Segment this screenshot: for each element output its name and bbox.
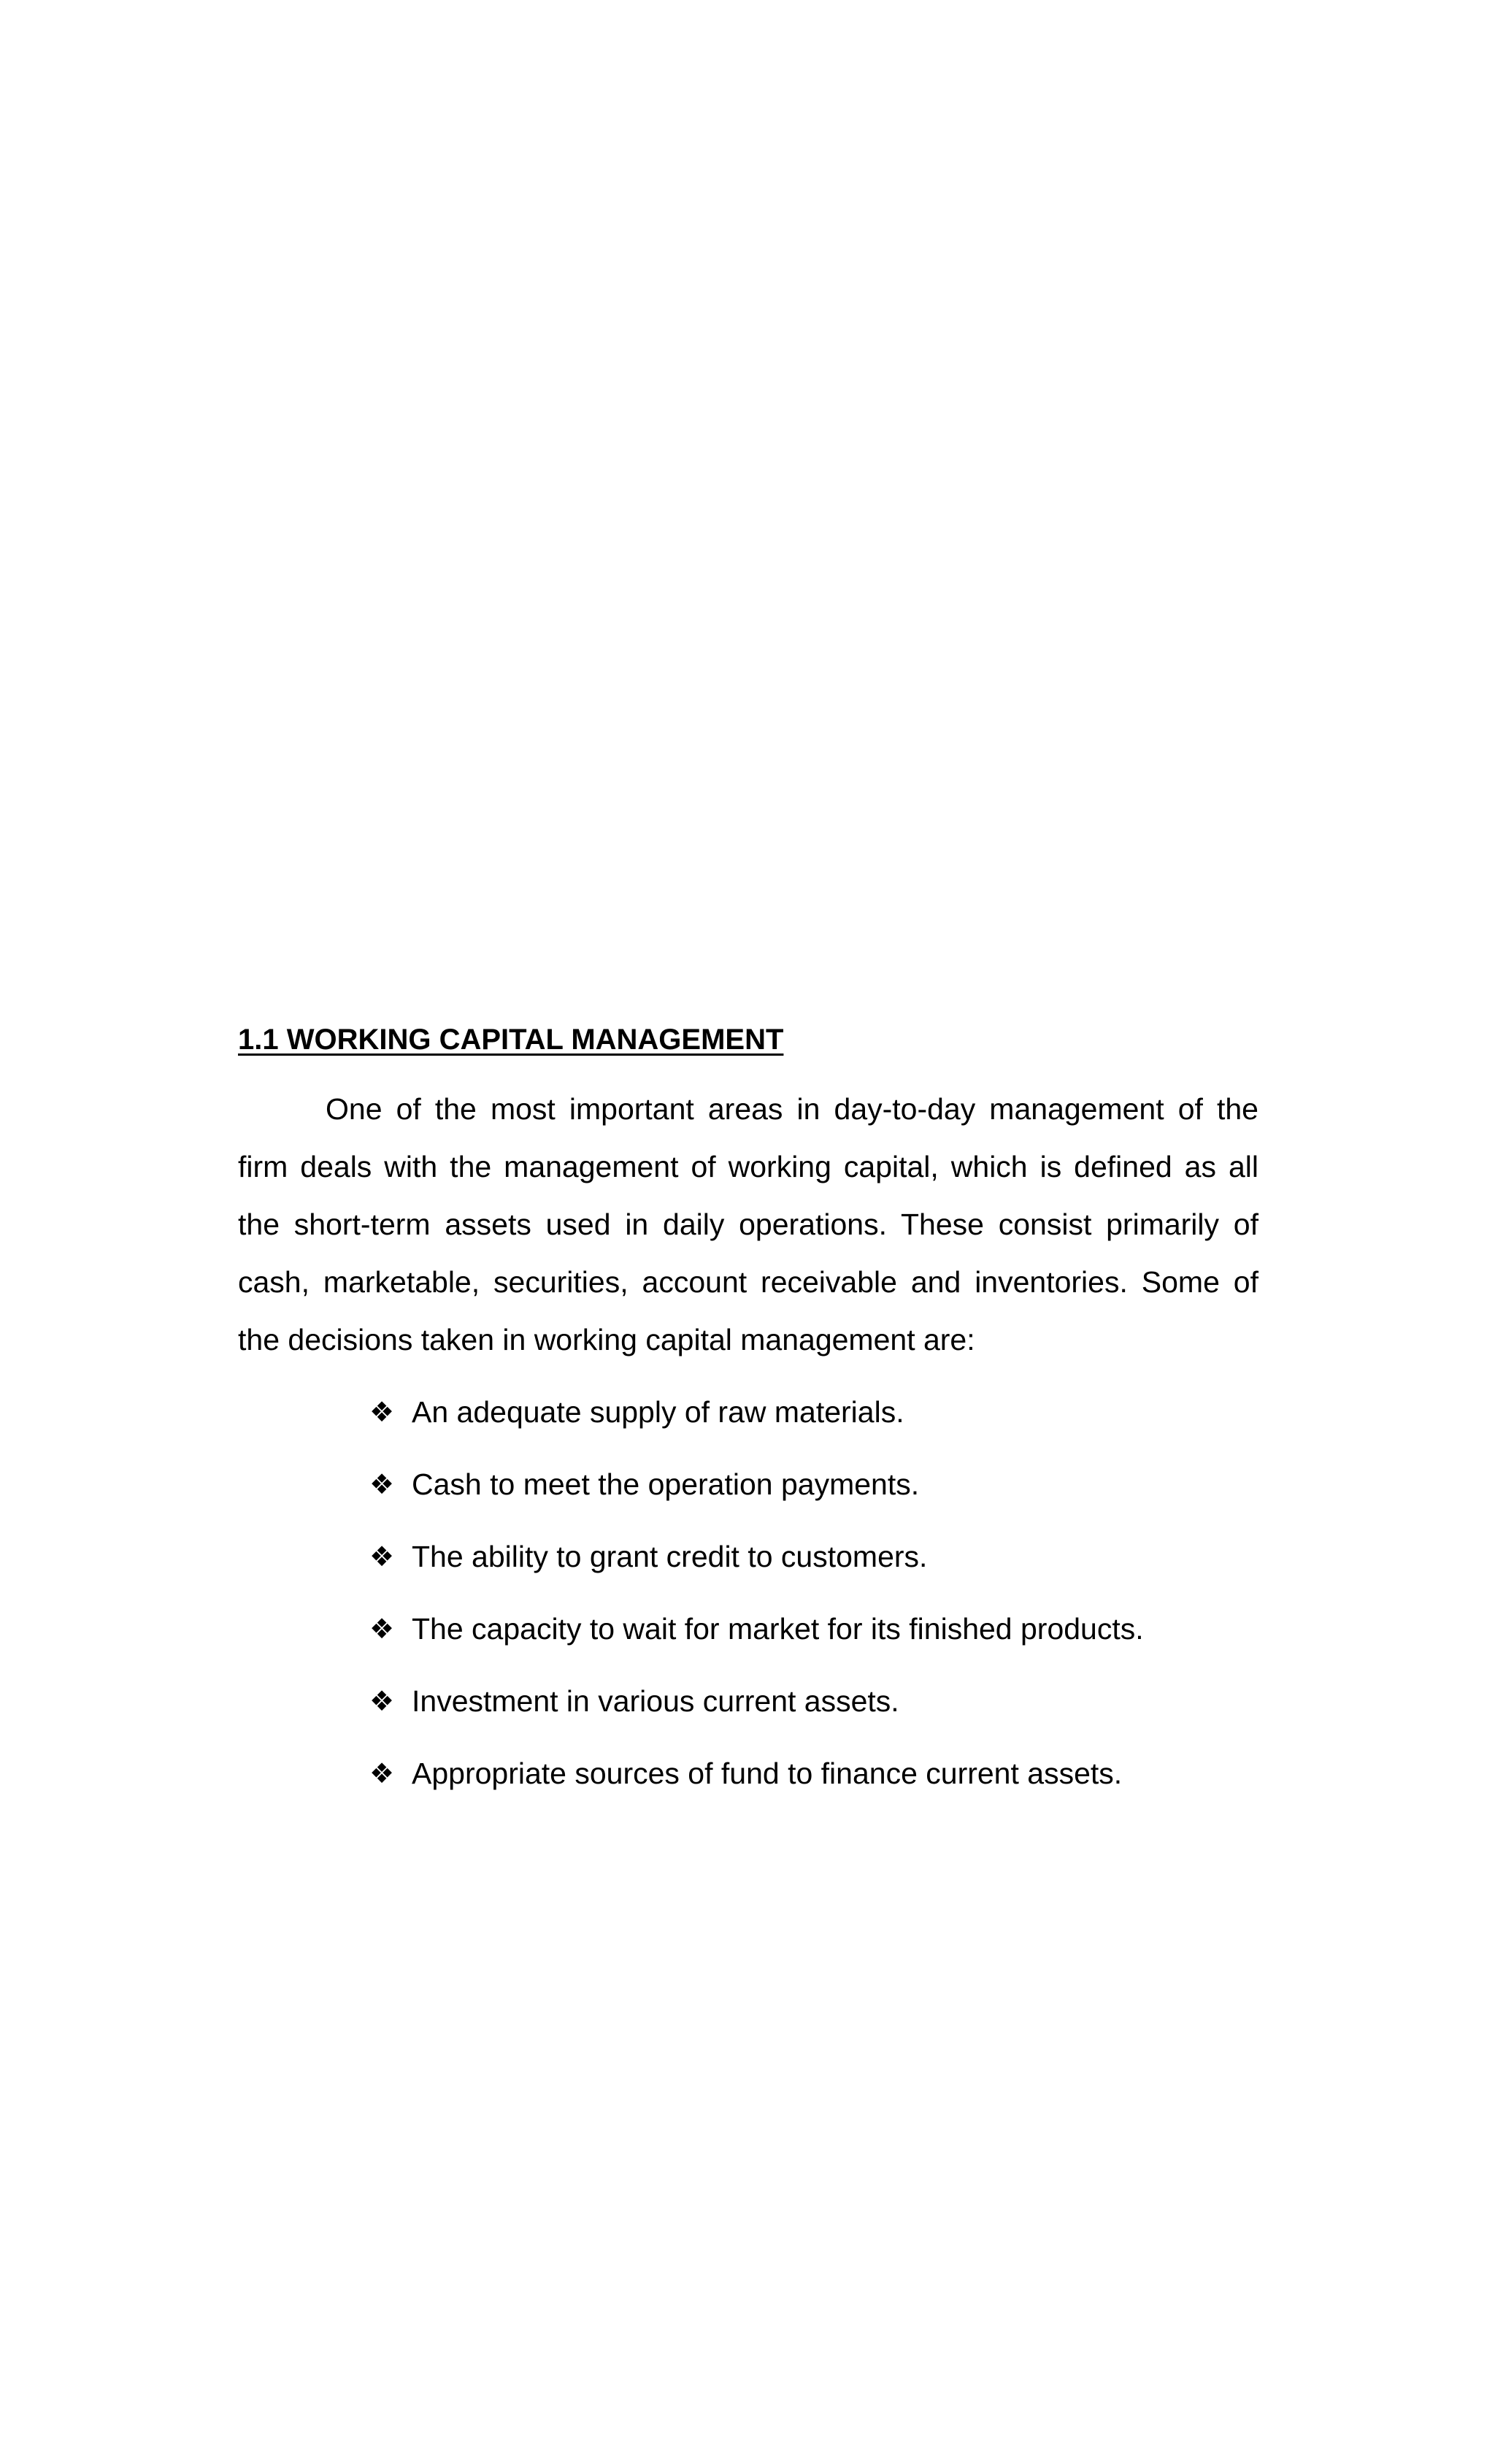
diamond-cross-bullet-icon: ❖ (369, 1540, 395, 1573)
list-item-text: Appropriate sources of fund to finance current assets. (412, 1757, 1123, 1790)
list-item (369, 1376, 1258, 1448)
section-heading: 1.1 WORKING CAPITAL MANAGEMENT (238, 1024, 784, 1056)
list-item (369, 1448, 1258, 1521)
decisions-list (238, 1376, 1258, 1810)
list-item-text: The ability to grant credit to customers. (412, 1540, 928, 1573)
list-item-text: The capacity to wait for market for its finished products. (412, 1612, 1144, 1646)
list-item-text: An adequate supply of raw materials. (412, 1395, 904, 1429)
working-capital-section (238, 1022, 1258, 1810)
list-item (369, 1521, 1258, 1593)
diamond-cross-bullet-icon: ❖ (369, 1685, 395, 1717)
diamond-cross-bullet-icon: ❖ (369, 1468, 395, 1500)
diamond-cross-bullet-icon: ❖ (369, 1613, 395, 1645)
diamond-cross-bullet-icon: ❖ (369, 1757, 395, 1789)
list-item (369, 1665, 1258, 1738)
list-item (369, 1738, 1258, 1810)
section-paragraph: One of the most important areas in day-to-day management of the firm deals with the management of working capital, which is defined as all the short-term assets used in daily operations. These consist primarily of cash, marketable, securities, account receivable and inventories. Some of the decisions taken in working capital management are: (238, 1092, 1258, 1356)
list-item-text: Cash to meet the operation payments. (412, 1467, 920, 1501)
list-item-text: Investment in various current assets. (412, 1684, 899, 1718)
list-item (369, 1593, 1258, 1665)
diamond-cross-bullet-icon: ❖ (369, 1396, 395, 1428)
